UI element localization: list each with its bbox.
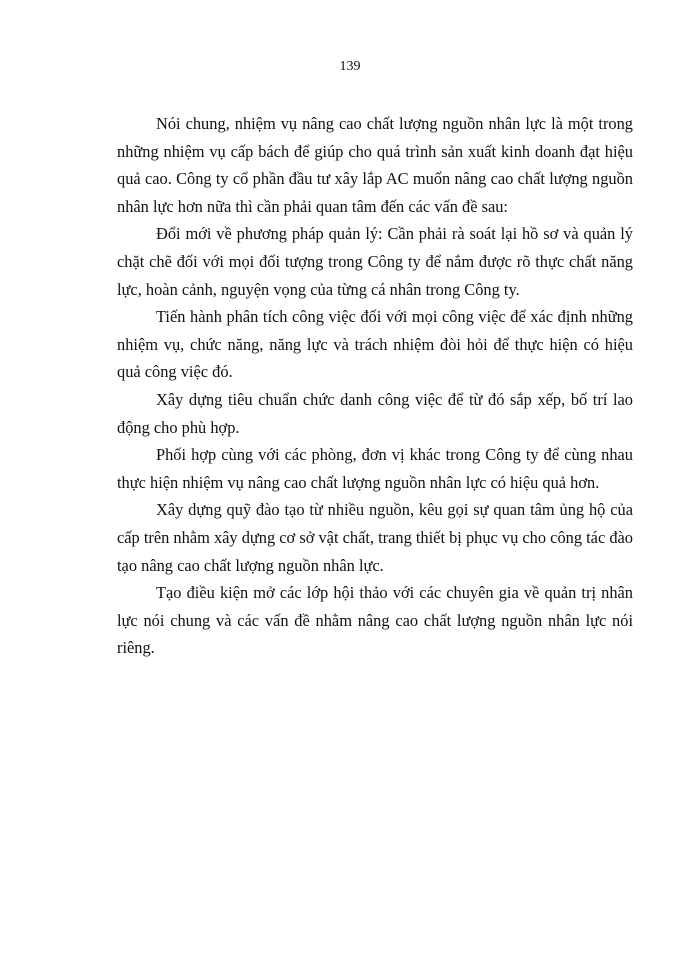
paragraph-overview: Nói chung, nhiệm vụ nâng cao chất lượng nguồn nhân lực là một trong những nhiệm vụ cấp bách để giúp cho quá trình sản xuất kinh doanh đạt hiệu quả cao. Công ty cổ phần đầu tư xây lắp AC muốn nâng cao chất lượng nguồn nhân lực hơn nữa thì cần phải quan tâm đến các vấn đề sau:: [117, 114, 633, 216]
paragraph-workshops: Tạo điều kiện mở các lớp hội thảo với các chuyên gia về quản trị nhân lực nói chung và các vấn đề nhằm nâng cao chất lượng nguồn nhân lực nói riêng.: [117, 583, 633, 658]
paragraph-job-standards: Xây dựng tiêu chuẩn chức danh công việc để từ đó sắp xếp, bố trí lao động cho phù hợp.: [117, 389, 633, 437]
paragraph-management-reform: Đổi mới về phương pháp quản lý: Cần phải rà soát lại hồ sơ và quản lý chặt chẽ đối với mọi đối tượng trong Công ty để nắm được rõ thực chất năng lực, hoàn cảnh, nguyện vọng của từng cá nhân trong Công ty.: [117, 224, 633, 299]
page-number: 139: [339, 59, 361, 74]
document-body: [117, 110, 633, 662]
paragraph-training-fund: Xây dựng quỹ đào tạo từ nhiều nguồn, kêu gọi sự quan tâm ủng hộ của cấp trên nhằm xây dựng cơ sở vật chất, trang thiết bị phục vụ cho công tác đào tạo nâng cao chất lượng nguồn nhân lực.: [117, 500, 633, 575]
paragraph-job-analysis: Tiến hành phân tích công việc đối với mọi công việc để xác định những nhiệm vụ, chức năng, năng lực và trách nhiệm đòi hỏi để thực hiện có hiệu quả công việc đó.: [117, 307, 633, 382]
paragraph-coordination: Phối hợp cùng với các phòng, đơn vị khác trong Công ty để cùng nhau thực hiện nhiệm vụ nâng cao chất lượng nguồn nhân lực có hiệu quả hơn.: [117, 445, 633, 492]
